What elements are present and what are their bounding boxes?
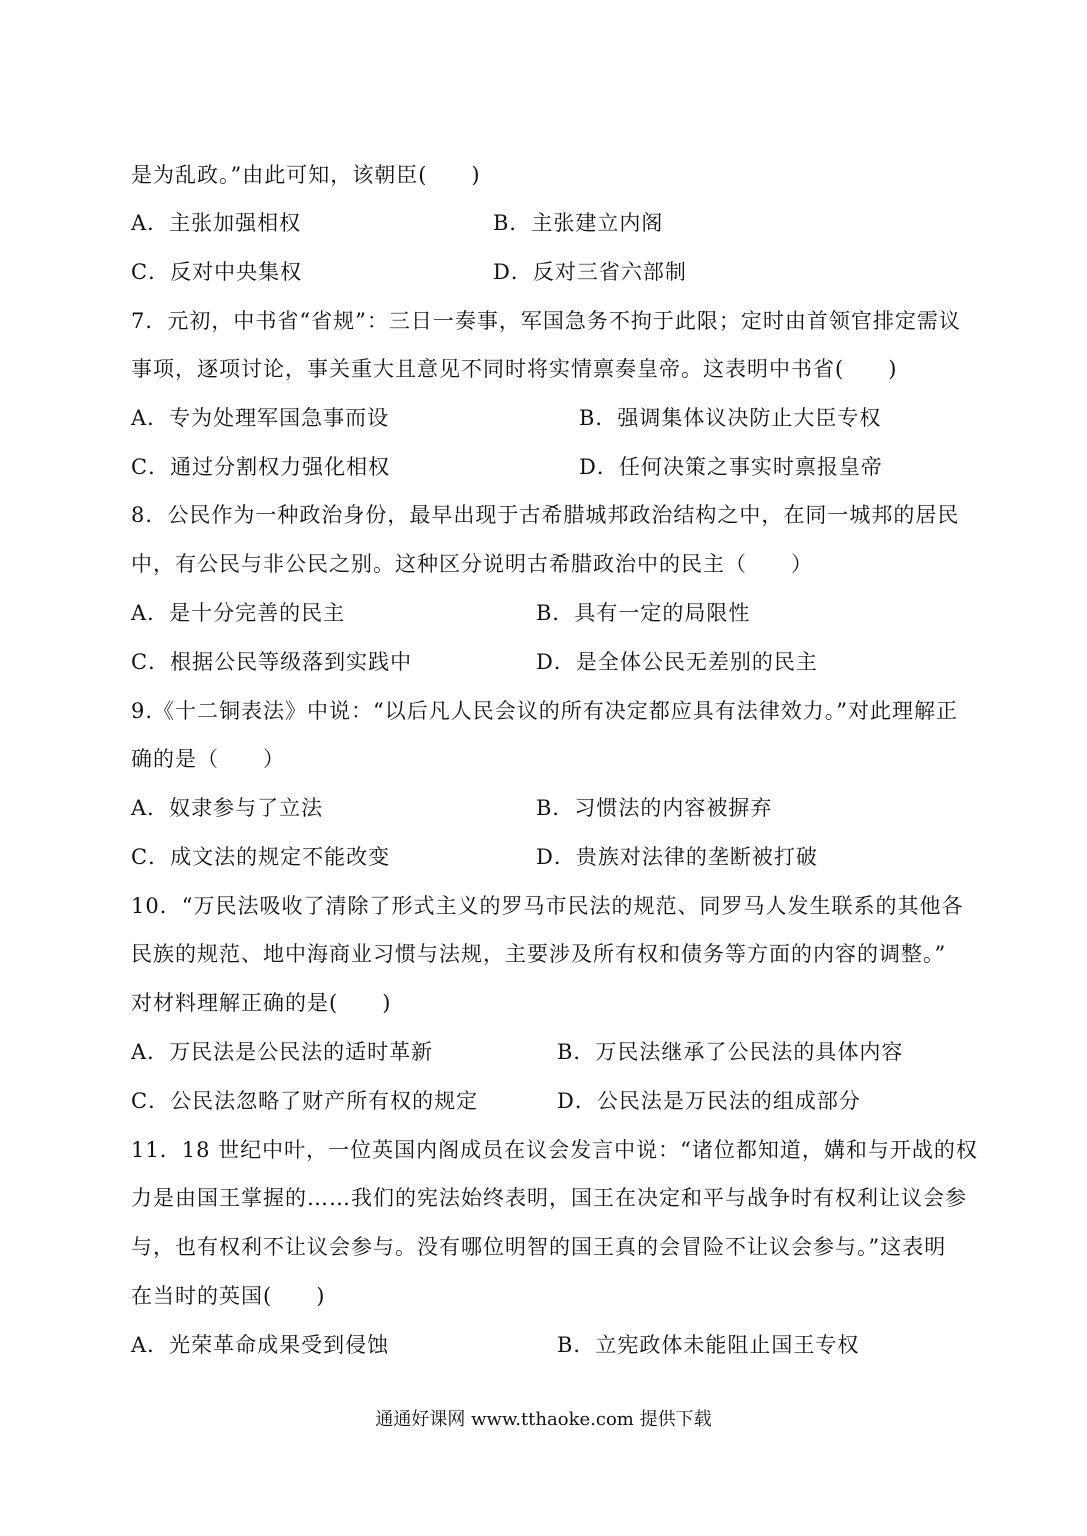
q9-option-c: C．成文法的规定不能改变 — [131, 845, 391, 869]
q9-option-b: B．习惯法的内容被摒弃 — [536, 796, 773, 820]
q7-option-a: A．专为处理军国急事而设 — [131, 406, 390, 430]
q9-option-a: A．奴隶参与了立法 — [131, 796, 324, 820]
q11-option-a: A．光荣革命成果受到侵蚀 — [131, 1333, 390, 1357]
q6-option-a: A．主张加强相权 — [131, 211, 302, 235]
page-footer: 通通好课网 www.tthaoke.com 提供下载 — [375, 1409, 712, 1430]
q6-stem-tail: 是为乱政。”由此可知，该朝臣( ) — [131, 163, 481, 187]
q8-option-b: B．具有一定的局限性 — [536, 601, 751, 625]
q7-stem-line-2: 事项，逐项讨论，事关重大且意见不同时将实情禀奏皇帝。这表明中书省( ) — [131, 357, 898, 381]
q10-option-c: C．公民法忽略了财产所有权的规定 — [131, 1089, 479, 1113]
q9-stem-line-2: 确的是（ ） — [131, 747, 285, 771]
q6-option-d: D．反对三省六部制 — [493, 260, 687, 284]
q7-stem-line-1: 7．元初，中书省“省规”：三日一奏事，军国急务不拘于此限；定时由首领官排定需议 — [131, 309, 961, 333]
q9-option-d: D．贵族对法律的垄断被打破 — [536, 845, 818, 869]
q7-option-d: D．任何决策之事实时禀报皇帝 — [579, 455, 883, 479]
q8-option-a: A．是十分完善的民主 — [131, 601, 346, 625]
q8-option-d: D．是全体公民无差别的民主 — [536, 650, 818, 674]
q10-stem-line-2: 民族的规范、地中海商业习惯与法规，主要涉及所有权和债务等方面的内容的调整。” — [131, 942, 947, 966]
q9-stem-line-1: 9.《十二铜表法》中说：“以后凡人民会议的所有决定都应具有法律效力。”对此理解正 — [131, 699, 959, 723]
q8-stem-line-2: 中，有公民与非公民之别。这种区分说明古希腊政治中的民主（ ） — [131, 552, 813, 576]
q11-option-b: B．立宪政体未能阻止国王专权 — [557, 1333, 860, 1357]
q6-option-b: B．主张建立内阁 — [493, 211, 664, 235]
q10-stem-line-1: 10．“万民法吸收了清除了形式主义的罗马市民法的规范、同罗马人发生联系的其他各 — [131, 894, 964, 918]
q10-option-b: B．万民法继承了公民法的具体内容 — [557, 1040, 904, 1064]
q10-option-a: A．万民法是公民法的适时革新 — [131, 1040, 434, 1064]
q6-option-c: C．反对中央集权 — [131, 260, 303, 284]
q11-stem-line-3: 与，也有权利不让议会参与。没有哪位明智的国王真的会冒险不让议会参与。”这表明 — [131, 1235, 947, 1259]
q8-option-c: C．根据公民等级落到实践中 — [131, 650, 413, 674]
q10-option-d: D．公民法是万民法的组成部分 — [557, 1089, 861, 1113]
q8-stem-line-1: 8．公民作为一种政治身份，最早出现于古希腊城邦政治结构之中，在同一城邦的居民 — [131, 503, 960, 527]
q7-option-b: B．强调集体议决防止大臣专权 — [579, 406, 882, 430]
q10-stem-line-3: 对材料理解正确的是( ) — [131, 991, 392, 1015]
q11-stem-line-4: 在当时的英国( ) — [131, 1284, 326, 1308]
q7-option-c: C．通过分割权力强化相权 — [131, 455, 391, 479]
q11-stem-line-1: 11．18 世纪中叶，一位英国内阁成员在议会发言中说：“诸位都知道，媾和与开战的权 — [131, 1138, 978, 1162]
q11-stem-line-2: 力是由国王掌握的……我们的宪法始终表明，国王在决定和平与战争时有权利让议会参 — [131, 1186, 967, 1210]
